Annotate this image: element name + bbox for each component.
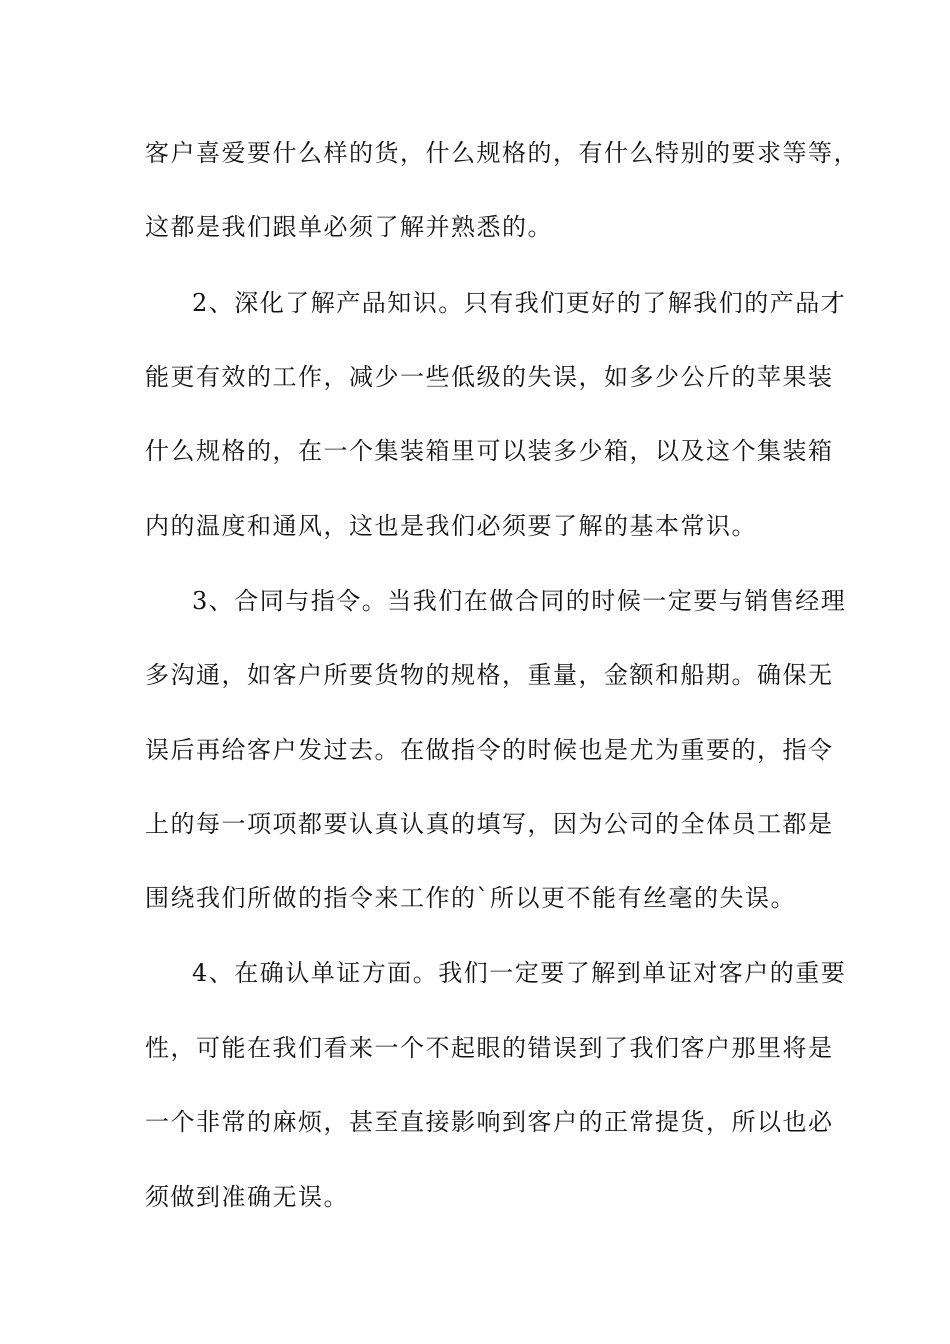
text-line: 什么规格的，在一个集装箱里可以装多少箱，以及这个集装箱 xyxy=(145,437,834,465)
paragraph-first-line: 4、在确认单证方面。我们一定要了解到单证对客户的重要 xyxy=(192,959,847,987)
paragraph-first-line: 2、深化了解产品知识。只有我们更好的了解我们的产品才 xyxy=(192,289,847,317)
text-line: 这都是我们跟单必须了解并熟悉的。 xyxy=(145,213,553,241)
text-line: 内的温度和通风，这也是我们必须要了解的基本常识。 xyxy=(145,512,757,540)
text-line: 误后再给客户发过去。在做指令的时候也是尤为重要的，指令 xyxy=(145,736,834,764)
text-line: 多沟通，如客户所要货物的规格，重量，金额和船期。确保无 xyxy=(145,661,834,689)
text-line: 性，可能在我们看来一个不起眼的错误到了我们客户那里将是 xyxy=(145,1034,834,1062)
text-line: 上的每一项项都要认真认真的填写，因为公司的全体员工都是 xyxy=(145,810,834,838)
text-line: 客户喜爱要什么样的货，什么规格的，有什么特别的要求等等， xyxy=(145,139,859,167)
text-line: 能更有效的工作，减少一些低级的失误，如多少公斤的苹果装 xyxy=(145,363,834,391)
paragraph-first-line: 3、合同与指令。当我们在做合同的时候一定要与销售经理 xyxy=(192,587,847,615)
text-line: 围绕我们所做的指令来工作的`所以更不能有丝毫的失误。 xyxy=(145,884,796,912)
text-line: 一个非常的麻烦，甚至直接影响到客户的正常提货，所以也必 xyxy=(145,1108,834,1136)
text-line: 须做到准确无误。 xyxy=(145,1183,349,1211)
